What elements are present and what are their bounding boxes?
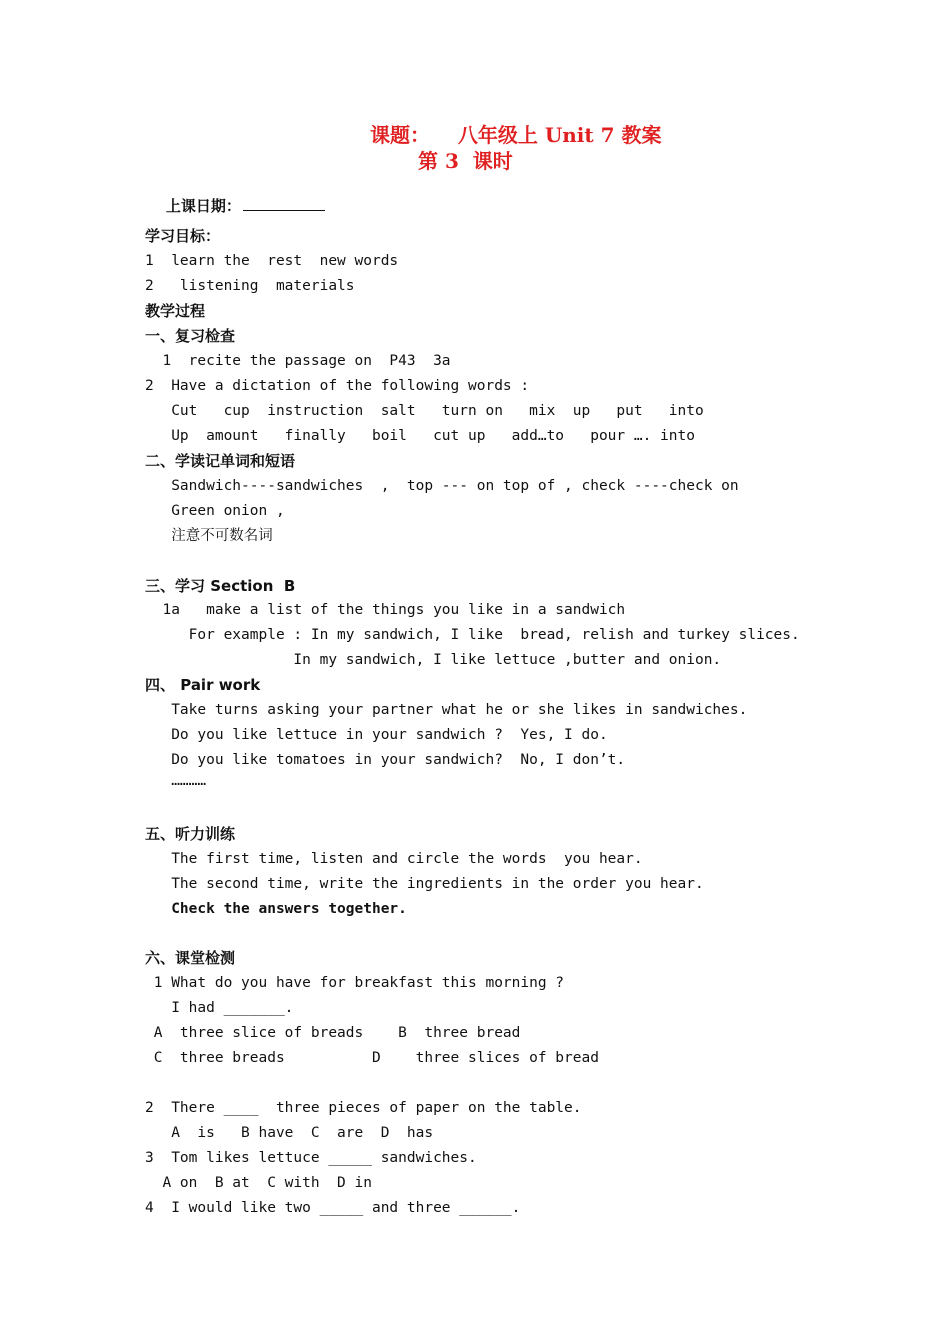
- section-4-line: Take turns asking your partner what he or she likes in sandwiches.: [145, 702, 748, 718]
- section-4-line: …………: [145, 773, 207, 789]
- quiz-line: 4 I would like two _____ and three ______.: [145, 1200, 521, 1216]
- date-blank: [243, 196, 325, 211]
- section-2-heading: 二、学读记单词和短语: [145, 452, 296, 470]
- section-5-line: The first time, listen and circle the words you hear.: [145, 851, 643, 867]
- section-3-line: In my sandwich, I like lettuce ,butter and onion.: [145, 652, 722, 668]
- section-1-heading: 一、复习检查: [145, 327, 236, 345]
- section-5-line: The second time, write the ingredients in the order you hear.: [145, 876, 704, 892]
- objective-item: 1 learn the rest new words: [145, 253, 399, 269]
- section-2-line: 注意不可数名词: [145, 528, 273, 544]
- quiz-line: I had _______.: [145, 1000, 294, 1016]
- section-6-heading: 六、课堂检测: [145, 949, 236, 967]
- quiz-line: C three breads D three slices of bread: [145, 1050, 599, 1066]
- section-1-line: 1 recite the passage on P43 3a: [145, 353, 451, 369]
- lesson-title: 课题： 八年级上 Unit 7 教案: [370, 123, 662, 147]
- quiz-line: A on B at C with D in: [145, 1175, 372, 1191]
- process-heading: 教学过程: [145, 302, 206, 320]
- section-3-line: For example : In my sandwich, I like bread, relish and turkey slices.: [145, 627, 800, 643]
- section-5-bold-line: Check the answers together.: [145, 901, 407, 917]
- objective-item: 2 listening materials: [145, 278, 355, 294]
- section-4-line: Do you like lettuce in your sandwich ? Yes, I do.: [145, 727, 608, 743]
- quiz-line: 3 Tom likes lettuce _____ sandwiches.: [145, 1150, 477, 1166]
- section-4-heading: 四、 Pair work: [145, 676, 261, 694]
- section-3-heading: 三、学习 Section B: [145, 577, 296, 595]
- quiz-line: 1 What do you have for breakfast this morning ?: [145, 975, 565, 991]
- section-1-line: Up amount finally boil cut up add…to pour …. into: [145, 428, 695, 444]
- section-2-line: Sandwich----sandwiches , top --- on top of , check ----check on: [145, 478, 739, 494]
- quiz-line: A is B have C are D has: [145, 1125, 434, 1141]
- quiz-line: 2 There ____ three pieces of paper on the table.: [145, 1100, 582, 1116]
- lesson-period: 第 3 课时: [418, 149, 513, 173]
- date-label: 上课日期：: [165, 197, 241, 215]
- section-5-heading: 五、听力训练: [145, 825, 236, 843]
- section-3-line: 1a make a list of the things you like in a sandwich: [145, 602, 626, 618]
- section-1-line: 2 Have a dictation of the following words :: [145, 378, 530, 394]
- section-2-line: Green onion ,: [145, 503, 285, 519]
- objectives-heading: 学习目标：: [145, 227, 221, 245]
- section-1-line: Cut cup instruction salt turn on mix up put into: [145, 403, 704, 419]
- quiz-line: A three slice of breads B three bread: [145, 1025, 521, 1041]
- section-4-line: Do you like tomatoes in your sandwich? No, I don’t.: [145, 752, 626, 768]
